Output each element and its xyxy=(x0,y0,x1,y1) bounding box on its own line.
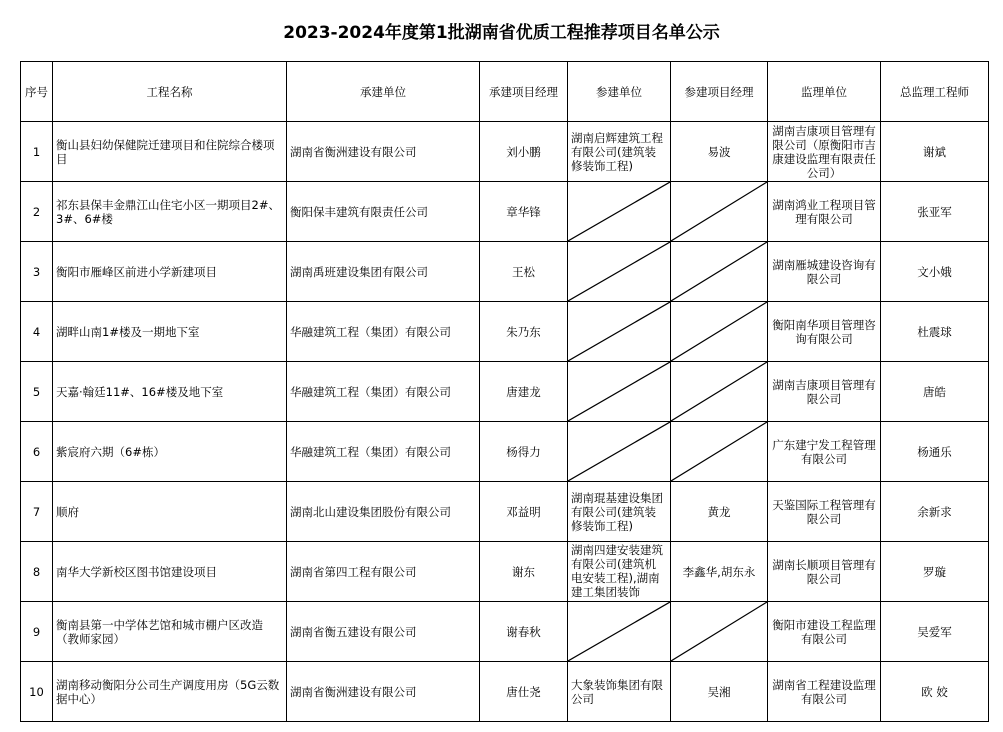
supervisor-name: 湖南长顺项目管理有限公司 xyxy=(768,542,881,602)
chief-engineer: 杨通乐 xyxy=(881,422,989,482)
header-participant-manager: 参建项目经理 xyxy=(671,62,768,122)
project-table xyxy=(20,61,989,722)
contractor-name: 湖南省衡洲建设有限公司 xyxy=(287,122,480,182)
supervisor-name: 天鉴国际工程管理有限公司 xyxy=(768,482,881,542)
participant-name: 大象装饰集团有限公司 xyxy=(568,662,671,722)
contractor-name: 衡阳保丰建筑有限责任公司 xyxy=(287,182,480,242)
participant-manager: 黄龙 xyxy=(671,482,768,542)
project-name: 衡阳市雁峰区前进小学新建项目 xyxy=(53,242,287,302)
diagonal-slash xyxy=(568,602,670,661)
contractor-manager: 杨得力 xyxy=(480,422,568,482)
header-row xyxy=(21,62,989,122)
participant-name-empty xyxy=(568,602,671,662)
supervisor-name: 湖南吉康项目管理有限公司 xyxy=(768,362,881,422)
supervisor-name: 湖南省工程建设监理有限公司 xyxy=(768,662,881,722)
participant-name-text: 湖南四建安装建筑有限公司(建筑机电安装工程),湖南建工集团装饰 xyxy=(571,542,663,599)
project-name: 衡山县妇幼保健院迁建项目和住院综合楼项目 xyxy=(53,122,287,182)
participant-manager-empty xyxy=(671,362,768,422)
participant-manager-empty xyxy=(671,242,768,302)
diagonal-slash xyxy=(568,422,670,481)
participant-name-empty xyxy=(568,242,671,302)
project-name: 紫宸府六期（6#栋） xyxy=(53,422,287,482)
participant-manager-empty xyxy=(671,422,768,482)
contractor-manager: 章华锋 xyxy=(480,182,568,242)
diagonal-slash xyxy=(671,182,767,241)
supervisor-name: 衡阳市建设工程监理有限公司 xyxy=(768,602,881,662)
contractor-manager: 刘小鹏 xyxy=(480,122,568,182)
chief-engineer: 罗璇 xyxy=(881,542,989,602)
header-participant: 参建单位 xyxy=(568,62,671,122)
participant-name-empty xyxy=(568,362,671,422)
diagonal-slash xyxy=(671,302,767,361)
table-row xyxy=(21,662,989,722)
supervisor-name: 湖南雁城建设咨询有限公司 xyxy=(768,242,881,302)
table-row xyxy=(21,302,989,362)
header-contractor: 承建单位 xyxy=(287,62,480,122)
participant-name: 湖南启辉建筑工程有限公司(建筑装修装饰工程) xyxy=(568,122,671,182)
contractor-name: 华融建筑工程（集团）有限公司 xyxy=(287,422,480,482)
row-no: 7 xyxy=(21,482,53,542)
supervisor-name: 广东建宁发工程管理有限公司 xyxy=(768,422,881,482)
participant-name-empty xyxy=(568,422,671,482)
participant-name-empty xyxy=(568,182,671,242)
row-no: 5 xyxy=(21,362,53,422)
project-name: 衡南县第一中学体艺馆和城市棚户区改造（教师家园） xyxy=(53,602,287,662)
project-name: 南华大学新校区图书馆建设项目 xyxy=(53,542,287,602)
table-row xyxy=(21,482,989,542)
table-row xyxy=(21,182,989,242)
supervisor-name: 衡阳南华项目管理咨询有限公司 xyxy=(768,302,881,362)
chief-engineer: 杜震球 xyxy=(881,302,989,362)
participant-name: 湖南琨基建设集团有限公司(建筑装修装饰工程) xyxy=(568,482,671,542)
diagonal-slash xyxy=(671,422,767,481)
participant-manager-empty xyxy=(671,602,768,662)
diagonal-slash xyxy=(568,362,670,421)
chief-engineer: 张亚军 xyxy=(881,182,989,242)
diagonal-slash xyxy=(568,302,670,361)
diagonal-slash xyxy=(568,242,670,301)
contractor-manager: 唐建龙 xyxy=(480,362,568,422)
chief-engineer: 谢斌 xyxy=(881,122,989,182)
contractor-manager: 谢春秋 xyxy=(480,602,568,662)
participant-manager-empty xyxy=(671,182,768,242)
row-no: 3 xyxy=(21,242,53,302)
participant-manager: 吴湘 xyxy=(671,662,768,722)
diagonal-slash xyxy=(671,242,767,301)
page-title: 2023-2024年度第1批湖南省优质工程推荐项目名单公示 xyxy=(283,23,720,43)
contractor-manager: 王松 xyxy=(480,242,568,302)
header-contractor-manager: 承建项目经理 xyxy=(480,62,568,122)
contractor-manager: 谢东 xyxy=(480,542,568,602)
row-no: 1 xyxy=(21,122,53,182)
contractor-name: 华融建筑工程（集团）有限公司 xyxy=(287,362,480,422)
contractor-name: 华融建筑工程（集团）有限公司 xyxy=(287,302,480,362)
table-row xyxy=(21,242,989,302)
project-name: 湖畔山南1#楼及一期地下室 xyxy=(53,302,287,362)
participant-name xyxy=(568,542,671,602)
supervisor-name: 湖南鸿业工程项目管理有限公司 xyxy=(768,182,881,242)
diagonal-slash xyxy=(671,362,767,421)
chief-engineer: 文小娥 xyxy=(881,242,989,302)
project-name: 天嘉·翰廷11#、16#楼及地下室 xyxy=(53,362,287,422)
contractor-name: 湖南省衡洲建设有限公司 xyxy=(287,662,480,722)
contractor-name: 湖南北山建设集团股份有限公司 xyxy=(287,482,480,542)
header-supervisor: 监理单位 xyxy=(768,62,881,122)
participant-manager: 易波 xyxy=(671,122,768,182)
participant-name-empty xyxy=(568,302,671,362)
chief-engineer: 吴爱军 xyxy=(881,602,989,662)
table-row xyxy=(21,542,989,602)
table-row xyxy=(21,422,989,482)
table-row xyxy=(21,362,989,422)
row-no: 8 xyxy=(21,542,53,602)
contractor-name: 湖南省衡五建设有限公司 xyxy=(287,602,480,662)
table-row xyxy=(21,602,989,662)
participant-manager-empty xyxy=(671,302,768,362)
contractor-manager: 唐仕尧 xyxy=(480,662,568,722)
row-no: 2 xyxy=(21,182,53,242)
contractor-name: 湖南禹班建设集团有限公司 xyxy=(287,242,480,302)
project-name: 祁东县保丰金鼎江山住宅小区一期项目2#、3#、6#楼 xyxy=(53,182,287,242)
contractor-manager: 邓益明 xyxy=(480,482,568,542)
header-no: 序号 xyxy=(21,62,53,122)
participant-manager: 李鑫华,胡东永 xyxy=(671,542,768,602)
chief-engineer: 余新求 xyxy=(881,482,989,542)
row-no: 9 xyxy=(21,602,53,662)
project-name: 顺府 xyxy=(53,482,287,542)
chief-engineer: 欧 姣 xyxy=(881,662,989,722)
row-no: 6 xyxy=(21,422,53,482)
header-chief-engineer: 总监理工程师 xyxy=(881,62,989,122)
chief-engineer: 唐皓 xyxy=(881,362,989,422)
diagonal-slash xyxy=(671,602,767,661)
supervisor-name: 湖南吉康项目管理有限公司（原衡阳市吉康建设监理有限责任公司） xyxy=(768,122,881,182)
contractor-manager: 朱乃东 xyxy=(480,302,568,362)
row-no: 10 xyxy=(21,662,53,722)
contractor-name: 湖南省第四工程有限公司 xyxy=(287,542,480,602)
table-row xyxy=(21,122,989,182)
header-project-name: 工程名称 xyxy=(53,62,287,122)
row-no: 4 xyxy=(21,302,53,362)
diagonal-slash xyxy=(568,182,670,241)
project-name: 湖南移动衡阳分公司生产调度用房（5G云数据中心） xyxy=(53,662,287,722)
